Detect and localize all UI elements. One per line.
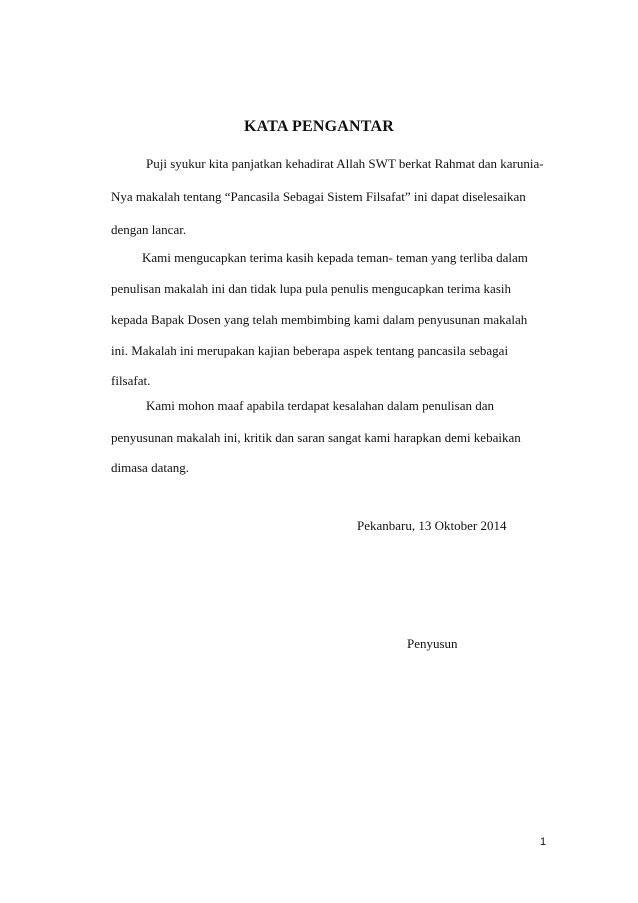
body-line: dimasa datang.: [111, 460, 189, 475]
place-date: Pekanbaru, 13 Oktober 2014: [357, 518, 507, 533]
body-line: Puji syukur kita panjatkan kehadirat Allah SWT berkat Rahmat dan karunia-: [146, 156, 544, 171]
body-line: filsafat.: [111, 373, 151, 388]
signature-role: Penyusun: [407, 636, 458, 651]
body-line: Kami mengucapkan terima kasih kepada teman- teman yang terliba dalam: [142, 250, 528, 265]
body-line: ini. Makalah ini merupakan kajian beberapa aspek tentang pancasila sebagai: [111, 343, 509, 358]
body-line: kepada Bapak Dosen yang telah membimbing kami dalam penyusunan makalah: [111, 312, 528, 327]
body-line: Nya makalah tentang “Pancasila Sebagai Sistem Filsafat” ini dapat diselesaikan: [111, 189, 526, 204]
page-number: 1: [540, 836, 547, 848]
body-line: dengan lancar.: [111, 222, 187, 237]
body-line: penyusunan makalah ini, kritik dan saran sangat kami harapkan demi kebaikan: [111, 430, 521, 445]
page-title: KATA PENGANTAR: [244, 118, 394, 135]
body-line: penulisan makalah ini dan tidak lupa pula penulis mengucapkan terima kasih: [111, 281, 511, 296]
body-line: Kami mohon maaf apabila terdapat kesalahan dalam penulisan dan: [146, 398, 494, 413]
